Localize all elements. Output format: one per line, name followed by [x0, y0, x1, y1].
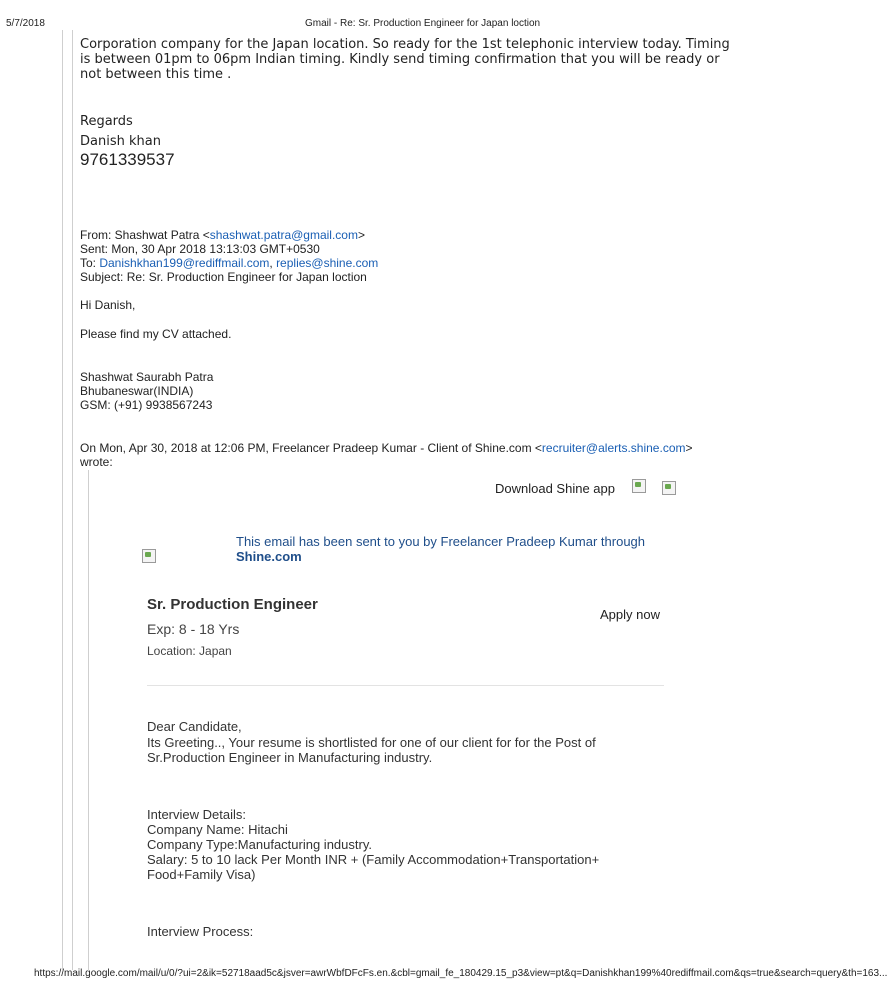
- forward-sent: Sent: Mon, 30 Apr 2018 13:13:03 GMT+0530: [80, 242, 320, 256]
- print-date: 5/7/2018: [6, 18, 45, 29]
- forward-to: To: Danishkhan199@rediffmail.com, replies@shine.com: [80, 256, 379, 270]
- shine-link[interactable]: Shine.com: [236, 549, 302, 564]
- quote-bar-inner: [72, 30, 73, 970]
- reply-line-3: not between this time .: [80, 67, 232, 82]
- section-divider: [147, 685, 664, 686]
- forward-from: From: Shashwat Patra <shashwat.patra@gmail.com>: [80, 228, 365, 242]
- reply-line-1: Corporation company for the Japan location. So ready for the 1st telephonic interview today. Timing: [80, 37, 730, 52]
- app-store-badge-icon[interactable]: [632, 479, 646, 493]
- to-email-link-1[interactable]: Danishkhan199@rediffmail.com: [99, 256, 270, 270]
- reply-line-2: is between 01pm to 06pm Indian timing. Kindly send timing confirmation that you will be ready or: [80, 52, 720, 67]
- details-heading: Interview Details:: [147, 807, 246, 822]
- shortlist-line-1: Its Greeting.., Your resume is shortlisted for one of our client for for the Post of: [147, 735, 596, 750]
- apply-now-button[interactable]: Apply now: [600, 607, 660, 622]
- regards: Regards: [80, 114, 133, 129]
- process-heading: Interview Process:: [147, 924, 254, 939]
- job-title[interactable]: Sr. Production Engineer: [147, 596, 318, 613]
- company-type: Company Type:Manufacturing industry.: [147, 837, 372, 852]
- print-footer-url: https://mail.google.com/mail/u/0/?ui=2&ik=52718aad5c&jsver=awrWbfDFcFs.en.&cbl=gmail_fe_180429.15_p3&view=pt&q=Danishkhan199%40rediffmail.com&qs=true&search=query&th=163...: [34, 968, 887, 979]
- forward-body: Please find my CV attached.: [80, 327, 232, 341]
- sent-by-notice: This email has been sent to you by Freelancer Pradeep Kumar through: [236, 534, 646, 549]
- forward-subject: Subject: Re: Sr. Production Engineer for Japan loction: [80, 270, 367, 284]
- print-title: Gmail - Re: Sr. Production Engineer for Japan loction: [305, 18, 541, 29]
- salary-line-2: Food+Family Visa): [147, 867, 256, 882]
- to-email-link-2[interactable]: replies@shine.com: [276, 256, 379, 270]
- sig-name: Shashwat Saurabh Patra: [80, 370, 214, 384]
- shortlist-line-2: Sr.Production Engineer in Manufacturing industry.: [147, 750, 433, 765]
- forward-greeting: Hi Danish,: [80, 298, 136, 312]
- job-experience: Exp: 8 - 18 Yrs: [147, 621, 240, 637]
- shine-logo-icon: [142, 549, 156, 563]
- company-name: Company Name: Hitachi: [147, 822, 288, 837]
- sender-name: Danish khan: [80, 134, 161, 149]
- salary-line-1: Salary: 5 to 10 lack Per Month INR + (Family Accommodation+Transportation+: [147, 852, 600, 867]
- sender-phone: 9761339537: [80, 150, 175, 169]
- quote-bar-outer: [62, 30, 63, 970]
- job-location: Location: Japan: [147, 644, 232, 658]
- dear-candidate: Dear Candidate,: [147, 719, 242, 734]
- sig-gsm: GSM: (+91) 9938567243: [80, 398, 213, 412]
- quote-email-link[interactable]: recruiter@alerts.shine.com: [541, 441, 686, 455]
- download-app-text[interactable]: Download Shine app: [495, 481, 615, 496]
- quote-bar-nested: [88, 470, 89, 970]
- quote-wrote: wrote:: [80, 455, 113, 469]
- quote-attribution: On Mon, Apr 30, 2018 at 12:06 PM, Freelancer Pradeep Kumar - Client of Shine.com <recruiter@alerts.shine.com>: [80, 441, 693, 455]
- google-play-badge-icon[interactable]: [662, 481, 676, 495]
- from-email-link[interactable]: shashwat.patra@gmail.com: [209, 228, 358, 242]
- sig-city: Bhubaneswar(INDIA): [80, 384, 194, 398]
